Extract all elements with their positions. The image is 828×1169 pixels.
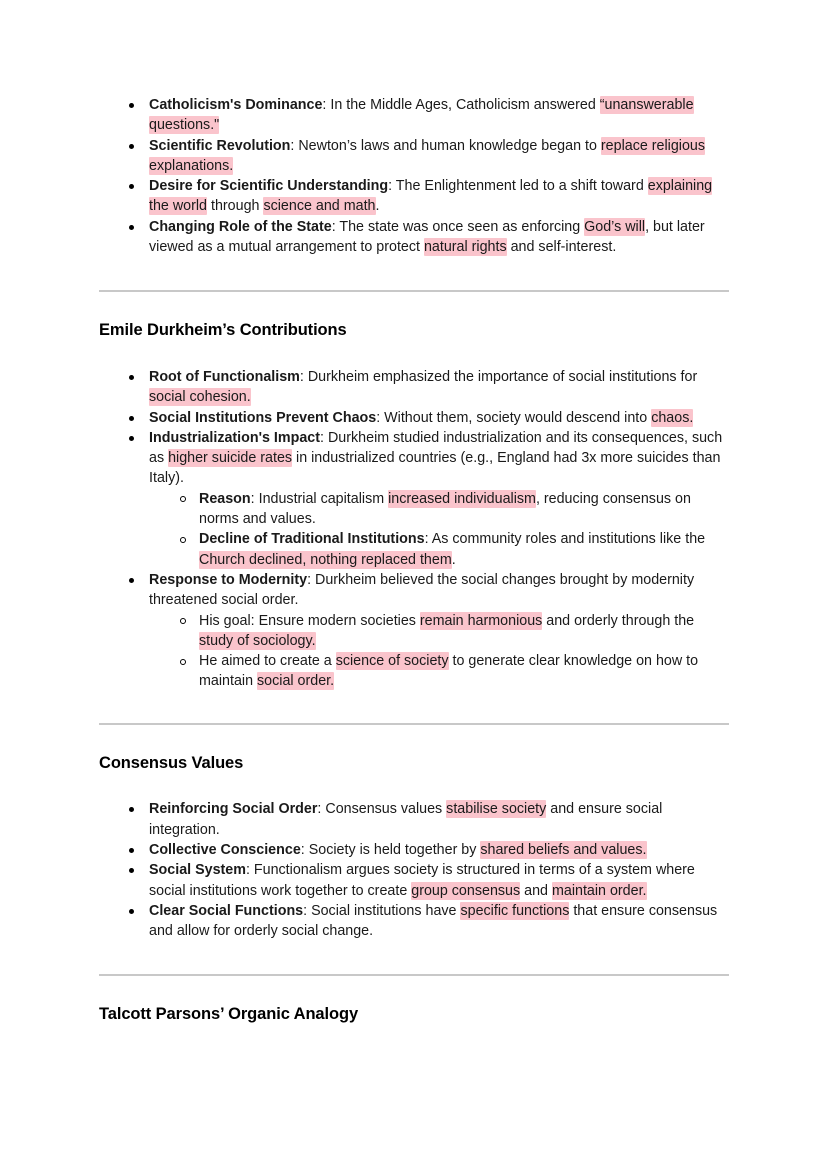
highlighted-text: God’s will <box>584 218 646 235</box>
bullet-lead-term: Decline of Traditional Institutions <box>199 531 425 548</box>
bullet-item <box>99 408 729 428</box>
bullet-item <box>99 176 729 217</box>
body-text: : Without them, society would descend into <box>376 409 652 426</box>
body-text: : Newton’s laws and human knowledge began to <box>290 137 601 154</box>
bullet-lead-term: Reason <box>199 490 251 507</box>
body-text: . <box>451 551 456 568</box>
bullet-lead-term: Clear Social Functions <box>149 902 304 919</box>
highlighted-text: stabilise society <box>446 801 547 818</box>
heading-parsons-organic-analogy: Talcott Parsons’ Organic Analogy <box>99 1005 359 1024</box>
bullet-lead-term: Social System <box>149 862 246 879</box>
highlighted-text: science of society <box>335 653 449 670</box>
bullet-item <box>99 136 729 177</box>
body-text: and orderly through the <box>542 612 695 629</box>
body-text: and <box>520 882 552 899</box>
bullet-lead-term: Collective Conscience <box>149 841 301 858</box>
body-text: , reducing consensus on norms and values. <box>199 490 691 528</box>
heading-consensus-values: Consensus Values <box>99 753 244 772</box>
highlighted-text: Church declined, nothing replaced them <box>199 551 452 568</box>
bullet-item <box>99 570 729 692</box>
highlighted-text: study of sociology. <box>199 632 316 649</box>
body-text: : The Enlightenment led to a shift toward <box>388 178 648 195</box>
body-text: : Consensus values <box>317 801 447 818</box>
body-text: : Durkheim believed the social changes brought by modernity threatened social order. <box>149 571 695 609</box>
bullet-lead-term: Desire for Scientific Understanding <box>149 178 389 195</box>
sub-bullet-list <box>149 489 729 570</box>
sub-bullet-item <box>149 489 729 530</box>
bullet-list-consensus-values <box>99 799 729 941</box>
highlighted-text: natural rights <box>423 239 507 256</box>
bullet-item <box>99 860 729 901</box>
bullet-item <box>99 367 729 408</box>
highlighted-text: science and math <box>263 198 376 215</box>
bullet-lead-term: Scientific Revolution <box>149 137 291 154</box>
body-text: He aimed to create a <box>199 653 336 670</box>
body-text: : Functionalism argues society is structured in terms of a system where social institutions work together to create <box>149 862 695 899</box>
highlighted-text: explaining the world <box>149 178 713 215</box>
document-content <box>99 95 729 1025</box>
body-text: and self-interest. <box>506 239 617 256</box>
bullet-item <box>99 217 729 258</box>
bullet-item <box>99 428 729 570</box>
body-text: His goal: Ensure modern societies <box>199 612 420 629</box>
bullet-lead-term: Response to Modernity <box>149 571 308 588</box>
bullet-lead-term: Root of Functionalism <box>149 369 300 385</box>
body-text: in industrialized countries (e.g., England had 3x more suicides than Italy). <box>149 450 721 487</box>
bullet-item <box>99 799 729 840</box>
highlighted-text: shared beliefs and values. <box>480 841 647 858</box>
highlighted-text: social cohesion. <box>149 389 251 406</box>
body-text: that ensure consensus and allow for orderly social change. <box>149 902 718 940</box>
bullet-lead-term: Industrialization's Impact <box>149 429 321 446</box>
highlighted-text: remain harmonious <box>419 612 543 629</box>
highlighted-text: higher suicide rates <box>168 450 293 467</box>
bullet-item <box>99 95 729 136</box>
body-text: through <box>207 198 264 215</box>
bullet-list-intro-context <box>99 95 729 257</box>
highlighted-text: “unanswerable questions." <box>149 97 694 134</box>
body-text: : Social institutions have <box>303 902 461 919</box>
body-text: , but later viewed as a mutual arrangement to protect <box>149 218 705 256</box>
sub-bullet-list <box>149 611 729 692</box>
body-text: : The state was once seen as enforcing <box>331 218 585 235</box>
sub-bullet-item <box>149 611 729 652</box>
highlighted-text: maintain order. <box>551 882 647 899</box>
highlighted-text: replace religious explanations. <box>149 137 706 174</box>
highlighted-text: specific functions <box>460 902 570 919</box>
body-text: and ensure social integration. <box>149 801 663 838</box>
bullet-lead-term: Reinforcing Social Order <box>149 801 318 818</box>
highlighted-text: chaos. <box>651 409 694 426</box>
body-text: : Society is held together by <box>300 841 481 858</box>
sub-bullet-item <box>149 651 729 692</box>
body-text: : Durkheim studied industrialization and its consequences, such as <box>149 429 723 467</box>
highlighted-text: social order. <box>257 673 335 690</box>
bullet-item <box>99 901 729 942</box>
bullet-list-durkheim <box>99 367 729 692</box>
highlighted-text: group consensus <box>411 882 521 899</box>
sub-bullet-item <box>149 529 729 570</box>
highlighted-text: increased individualism <box>388 490 536 507</box>
body-text: to generate clear knowledge on how to maintain <box>199 653 699 690</box>
bullet-lead-term: Social Institutions Prevent Chaos <box>149 409 377 426</box>
bullet-lead-term: Changing Role of the State <box>149 218 332 235</box>
body-text: . <box>375 198 380 215</box>
body-text: : Industrial capitalism <box>250 490 389 507</box>
body-text: : As community roles and institutions like the <box>424 531 706 548</box>
body-text: : In the Middle Ages, Catholicism answered <box>322 97 600 113</box>
body-text: : Durkheim emphasized the importance of social institutions for <box>299 369 698 385</box>
bullet-item <box>99 840 729 860</box>
bullet-lead-term: Catholicism's Dominance <box>149 97 323 113</box>
heading-durkheim: Emile Durkheim’s Contributions <box>99 321 347 340</box>
